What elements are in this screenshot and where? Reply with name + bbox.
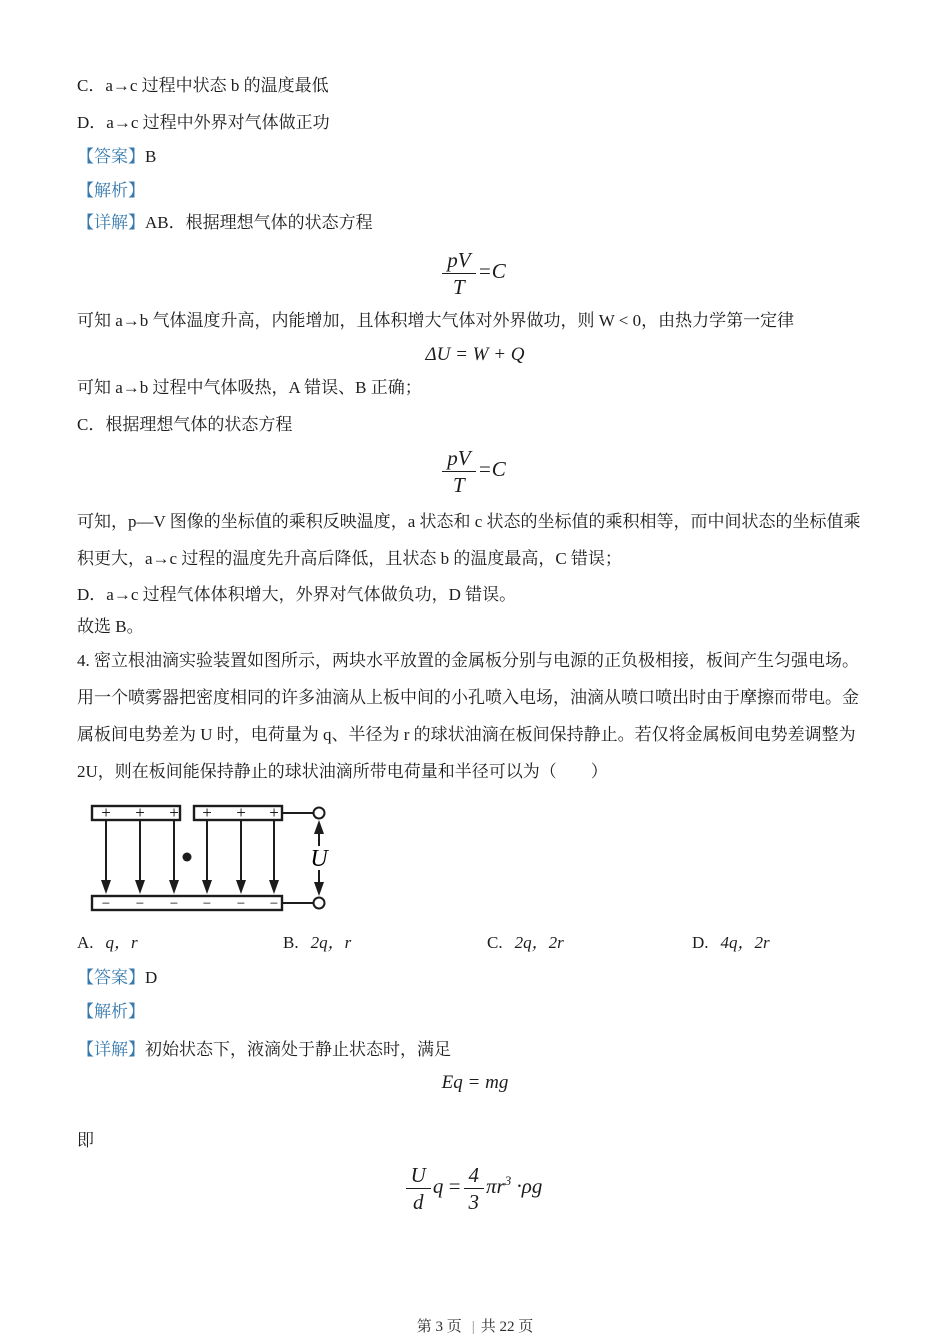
q4-stem-2: 用一个喷雾器把密度相同的许多油滴从上板中间的小孔喷入电场，油滴从喷口喷出时由于摩擦而带电。金 (77, 688, 859, 707)
option-label: B. (283, 933, 299, 952)
q3-para-ab-2: 可知 a→b 过程中气体吸热，A 错误、B 正确； (77, 378, 422, 397)
plus-sign: + (269, 803, 279, 822)
detail-tag: 【详解】 (77, 213, 145, 232)
top-terminal (314, 808, 325, 819)
rhs-tail: ·ρg (511, 1174, 543, 1199)
detail-tag: 【详解】 (77, 1040, 145, 1059)
q3-conclusion: 故选 B。 (77, 617, 144, 636)
plus-sign: + (202, 803, 212, 822)
minus-sign: − (269, 896, 279, 912)
answer-value: B (145, 147, 157, 166)
lhs-variable: q (432, 1174, 444, 1199)
minus-sign: − (202, 896, 212, 912)
q4-option-a (77, 933, 138, 953)
q3-analysis-line (77, 181, 145, 201)
bottom-plate (92, 896, 282, 910)
plus-sign: + (169, 803, 179, 822)
state-equation-formula (0, 248, 950, 299)
q4-stem-4: 2U，则在板间能保持静止的球状油滴所带电荷量和半径可以为（ ） (77, 762, 608, 781)
first-law-formula: ΔU = W + Q (425, 344, 525, 365)
option-label: C. (487, 933, 503, 952)
q3-option-d: D．a→c 过程中外界对气体做正功 (77, 113, 330, 132)
fraction-numerator: 4 (464, 1163, 485, 1189)
minus-sign: − (101, 896, 111, 912)
q3-option-c: C．a→c 过程中状态 b 的温度最低 (77, 76, 329, 95)
analysis-tag: 【解析】 (77, 181, 145, 200)
fraction (442, 248, 475, 299)
answer-tag: 【答案】 (77, 968, 145, 987)
footer-total-pages: 共 22 页 (480, 1319, 534, 1335)
minus-sign: − (135, 896, 145, 912)
q4-answer-line (77, 968, 157, 988)
state-equation-formula-2 (0, 446, 950, 497)
up-arrowhead (314, 820, 324, 834)
q4-connector: 即 (77, 1131, 94, 1150)
fraction-numerator: pV (442, 446, 475, 472)
detail-ab-intro: AB．根据理想气体的状态方程 (145, 213, 373, 232)
q4-detail-intro (77, 1040, 451, 1060)
q3-detail-d: D．a→c 过程气体体积增大，外界对气体做负功，D 错误。 (77, 585, 517, 604)
fraction-numerator: pV (442, 248, 475, 274)
answer-value: D (145, 968, 158, 987)
fraction-denominator: d (413, 1190, 424, 1215)
down-arrowhead (314, 882, 324, 896)
rhs-exponent: 3 (504, 1173, 512, 1189)
q3-para-ab-1: 可知 a→b 气体温度升高，内能增加，且体积增大气体对外界做功，则 W < 0，由热力学第一定律 (77, 311, 795, 330)
option-label: A. (77, 933, 94, 952)
q3-para-c-1: 可知，p—V 图像的坐标值的乘积反映温度，a 状态和 c 状态的坐标值的乘积相等，而中间状态的坐标值乘 (77, 512, 861, 531)
analysis-tag: 【解析】 (77, 1002, 145, 1021)
minus-sign: − (236, 896, 246, 912)
q3-answer-line (77, 147, 156, 167)
plus-sign: + (135, 803, 145, 822)
field-arrowheads (101, 880, 279, 894)
option-value: 4q，2r (720, 933, 770, 952)
answer-tag: 【答案】 (77, 147, 145, 166)
option-value: q，r (105, 933, 138, 952)
minus-sign: − (169, 896, 179, 912)
q3-para-c-2: 积更大，a→c 过程的温度先升高后降低，且状态 b 的温度最高，C 错误； (77, 549, 622, 568)
q4-option-d (692, 933, 770, 953)
expanded-formula (0, 1163, 950, 1214)
millikan-apparatus-figure (80, 798, 340, 920)
fraction-denominator: 3 (468, 1190, 480, 1215)
equation-rhs: =C (477, 457, 506, 482)
q4-stem-1: 4. 密立根油滴实验装置如图所示，两块水平放置的金属板分别与电源的正负极相接，板间产生匀强电场。 (77, 651, 859, 670)
q4-option-b (283, 933, 351, 953)
fraction (406, 1163, 431, 1214)
equation-rhs: =C (477, 259, 506, 284)
plus-sign: + (236, 803, 246, 822)
fraction (442, 446, 475, 497)
footer-separator: | (471, 1319, 475, 1335)
q3-detail-intro (77, 213, 373, 233)
q4-option-c (487, 933, 564, 953)
q4-analysis-line (77, 1002, 145, 1022)
detail-intro-text: 初始状态下，液滴处于静止状态时，满足 (145, 1040, 451, 1059)
fraction-denominator: T (453, 473, 465, 498)
plus-sign: + (101, 803, 111, 822)
field-arrows (106, 820, 274, 882)
rhs-expression (486, 1174, 542, 1198)
fraction (464, 1163, 485, 1214)
voltage-label: U (310, 846, 328, 872)
q3-detail-c-intro: C．根据理想气体的状态方程 (77, 415, 293, 434)
equals-sign: = (447, 1174, 462, 1199)
footer-page-number: 第 3 页 (416, 1319, 462, 1335)
option-value: 2q，r (310, 933, 352, 952)
option-value: 2q，2r (514, 933, 564, 952)
rhs-body: πr (486, 1174, 505, 1199)
oil-droplet-dot (183, 853, 192, 862)
bottom-terminal (314, 898, 325, 909)
fraction-denominator: T (453, 275, 465, 300)
q4-stem-3: 属板间电势差为 U 时，电荷量为 q、半径为 r 的球状油滴在板间保持静止。若仅将金属板间电势差调整为 (77, 725, 856, 744)
fraction-numerator: U (406, 1163, 431, 1189)
page-footer (0, 1315, 950, 1336)
balance-formula: Eq = mg (441, 1072, 509, 1093)
option-label: D. (692, 933, 709, 952)
